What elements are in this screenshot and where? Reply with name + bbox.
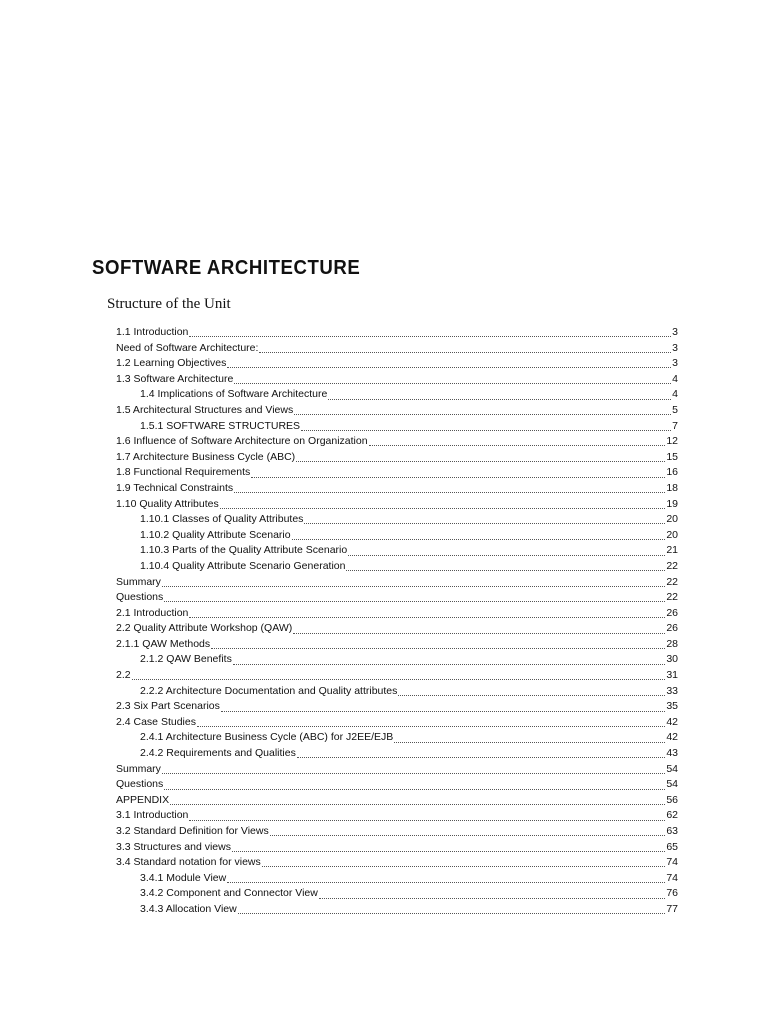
toc-entry-page-number: 19 <box>666 497 678 510</box>
toc-entry[interactable] <box>116 529 678 545</box>
toc-entry[interactable] <box>116 903 678 919</box>
toc-entry-page-number: 74 <box>666 871 678 884</box>
toc-entry-title: 2.1.1 QAW Methods <box>116 637 211 650</box>
toc-entry-page-number: 18 <box>666 481 678 494</box>
toc-entry-title: 3.4.1 Module View <box>140 871 227 884</box>
toc-entry-page-number: 4 <box>672 372 678 385</box>
toc-leader-dots <box>304 523 665 524</box>
toc-leader-dots <box>227 882 665 883</box>
toc-leader-dots <box>233 664 665 665</box>
toc-entry-page-number: 42 <box>666 715 678 728</box>
toc-leader-dots <box>189 617 665 618</box>
toc-entry-title: 1.10.4 Quality Attribute Scenario Generation <box>140 559 346 572</box>
toc-entry-page-number: 16 <box>666 466 678 479</box>
toc-entry-title: Questions <box>116 591 164 604</box>
toc-leader-dots <box>189 336 671 337</box>
toc-leader-dots <box>232 851 665 852</box>
toc-entry-page-number: 54 <box>666 762 678 775</box>
toc-leader-dots <box>348 555 665 556</box>
toc-leader-dots <box>319 898 665 899</box>
toc-entry-title: 2.2 Quality Attribute Workshop (QAW) <box>116 622 293 635</box>
toc-entry[interactable] <box>116 435 678 451</box>
toc-entry[interactable] <box>116 560 678 576</box>
toc-entry[interactable] <box>116 685 678 701</box>
toc-entry[interactable] <box>116 451 678 467</box>
toc-entry[interactable] <box>116 669 678 685</box>
toc-entry-title: 1.10 Quality Attributes <box>116 497 219 510</box>
toc-leader-dots <box>211 648 665 649</box>
toc-entry-title: 1.2 Learning Objectives <box>116 357 227 370</box>
toc-entry-title: 1.7 Architecture Business Cycle (ABC) <box>116 450 296 463</box>
toc-entry-page-number: 5 <box>672 403 678 416</box>
toc-entry-page-number: 22 <box>666 575 678 588</box>
toc-leader-dots <box>262 866 666 867</box>
toc-entry[interactable] <box>116 326 678 342</box>
toc-entry-title: 3.2 Standard Definition for Views <box>116 825 269 837</box>
toc-entry-page-number: 3 <box>672 357 678 370</box>
toc-entry-page-number: 43 <box>666 747 678 760</box>
toc-leader-dots <box>296 461 665 462</box>
toc-entry-page-number: 35 <box>666 700 678 713</box>
toc-entry[interactable] <box>116 841 678 857</box>
toc-entry-title: 1.10.1 Classes of Quality Attributes <box>140 513 304 526</box>
document-subtitle: Structure of the Unit <box>107 296 231 312</box>
document-title: SOFTWARE ARCHITECTURE <box>92 257 361 279</box>
toc-entry-page-number: 31 <box>666 669 678 682</box>
toc-entry-page-number: 20 <box>666 513 678 526</box>
toc-entry-title: Summary <box>116 762 161 775</box>
toc-entry-title: 1.3 Software Architecture <box>116 372 234 385</box>
toc-entry-page-number: 3 <box>672 341 678 354</box>
toc-entry-title: 1.10.3 Parts of the Quality Attribute Scenario <box>140 544 348 557</box>
toc-entry[interactable] <box>116 763 678 779</box>
toc-entry-page-number: 22 <box>666 559 678 572</box>
toc-leader-dots <box>164 601 665 602</box>
toc-entry[interactable] <box>116 466 678 482</box>
toc-entry[interactable] <box>116 404 678 420</box>
toc-entry-title: 3.1 Introduction <box>116 809 189 822</box>
toc-entry-page-number: 21 <box>666 544 678 557</box>
toc-leader-dots <box>270 835 666 836</box>
toc-entry-title: 1.9 Technical Constraints <box>116 481 234 494</box>
toc-entry[interactable] <box>116 544 678 560</box>
toc-leader-dots <box>164 789 665 790</box>
toc-leader-dots <box>297 757 665 758</box>
toc-entry-page-number: 76 <box>666 887 678 900</box>
toc-leader-dots <box>292 539 666 540</box>
toc-entry-page-number: 77 <box>666 902 678 915</box>
toc-entry[interactable] <box>116 498 678 514</box>
toc-entry-page-number: 22 <box>666 591 678 604</box>
toc-leader-dots <box>369 445 666 446</box>
toc-entry-title: Questions <box>116 778 164 791</box>
toc-entry-page-number: 15 <box>666 450 678 463</box>
toc-leader-dots <box>251 477 665 478</box>
toc-leader-dots <box>234 383 671 384</box>
toc-entry-page-number: 12 <box>666 435 678 448</box>
toc-entry-title: 1.5.1 SOFTWARE STRUCTURES <box>140 419 301 432</box>
toc-entry-title: Summary <box>116 575 161 588</box>
toc-leader-dots <box>238 913 666 914</box>
toc-entry-page-number: 3 <box>672 326 678 338</box>
toc-leader-dots <box>132 679 666 680</box>
toc-entry[interactable] <box>116 638 678 654</box>
toc-leader-dots <box>259 352 671 353</box>
toc-entry-page-number: 33 <box>666 684 678 697</box>
toc-leader-dots <box>189 820 665 821</box>
toc-entry[interactable] <box>116 825 678 841</box>
toc-entry-title: Need of Software Architecture: <box>116 341 259 354</box>
toc-leader-dots <box>293 633 665 634</box>
toc-entry[interactable] <box>116 591 678 607</box>
toc-entry[interactable] <box>116 794 678 810</box>
toc-entry-page-number: 63 <box>666 825 678 837</box>
toc-entry-title: 3.3 Structures and views <box>116 840 231 853</box>
toc-leader-dots <box>227 367 671 368</box>
toc-leader-dots <box>301 430 671 431</box>
toc-entry[interactable] <box>116 342 678 358</box>
toc-entry[interactable] <box>116 731 678 747</box>
toc-entry-page-number: 4 <box>672 388 678 401</box>
toc-leader-dots <box>234 492 665 493</box>
toc-entry-title: 2.3 Six Part Scenarios <box>116 700 220 713</box>
toc-entry-title: 2.4.2 Requirements and Qualities <box>140 747 296 760</box>
toc-leader-dots <box>220 508 666 509</box>
toc-leader-dots <box>162 773 665 774</box>
toc-entry[interactable] <box>116 607 678 623</box>
toc-entry[interactable] <box>116 357 678 373</box>
toc-entry[interactable] <box>116 747 678 763</box>
toc-entry-title: 2.4 Case Studies <box>116 715 196 728</box>
toc-leader-dots <box>328 399 671 400</box>
toc-entry[interactable] <box>116 388 678 404</box>
toc-entry-title: 1.10.2 Quality Attribute Scenario <box>140 528 291 541</box>
toc-entry-title: 1.8 Functional Requirements <box>116 466 251 479</box>
toc-entry-page-number: 54 <box>666 778 678 791</box>
table-of-contents <box>116 326 678 919</box>
toc-entry-title: 3.4.3 Allocation View <box>140 902 237 915</box>
toc-entry-title: 3.4 Standard notation for views <box>116 856 261 869</box>
toc-entry-page-number: 26 <box>666 622 678 635</box>
toc-entry[interactable] <box>116 872 678 888</box>
toc-leader-dots <box>197 726 665 727</box>
toc-leader-dots <box>162 586 665 587</box>
toc-entry[interactable] <box>116 420 678 436</box>
toc-leader-dots <box>394 742 665 743</box>
toc-entry-title: 2.1 Introduction <box>116 606 189 619</box>
toc-entry[interactable] <box>116 887 678 903</box>
toc-entry-title: 2.2 <box>116 669 131 682</box>
toc-leader-dots <box>294 414 671 415</box>
toc-entry-page-number: 7 <box>672 419 678 432</box>
toc-entry-page-number: 26 <box>666 606 678 619</box>
toc-entry-page-number: 65 <box>666 840 678 853</box>
toc-entry[interactable] <box>116 576 678 592</box>
toc-leader-dots <box>221 711 665 712</box>
toc-entry[interactable] <box>116 809 678 825</box>
toc-entry[interactable] <box>116 778 678 794</box>
toc-entry[interactable] <box>116 716 678 732</box>
toc-entry-page-number: 30 <box>666 653 678 666</box>
toc-entry[interactable] <box>116 653 678 669</box>
toc-leader-dots <box>170 804 665 805</box>
toc-leader-dots <box>346 570 665 571</box>
toc-entry-title: 1.6 Influence of Software Architecture on Organization <box>116 435 368 448</box>
toc-entry-title: 2.1.2 QAW Benefits <box>140 653 232 666</box>
toc-entry-title: 2.2.2 Architecture Documentation and Quality attributes <box>140 684 398 697</box>
toc-entry-page-number: 42 <box>666 731 678 744</box>
toc-entry-page-number: 56 <box>666 793 678 806</box>
toc-entry-page-number: 20 <box>666 528 678 541</box>
toc-entry-title: 3.4.2 Component and Connector View <box>140 887 318 900</box>
toc-leader-dots <box>398 695 665 696</box>
toc-entry[interactable] <box>116 700 678 716</box>
toc-entry-title: 2.4.1 Architecture Business Cycle (ABC) for J2EE/EJB <box>140 731 394 744</box>
toc-entry[interactable] <box>116 373 678 389</box>
toc-entry-page-number: 74 <box>666 856 678 869</box>
toc-entry[interactable] <box>116 482 678 498</box>
toc-entry[interactable] <box>116 622 678 638</box>
toc-entry-page-number: 62 <box>666 809 678 822</box>
toc-entry-title: APPENDIX <box>116 793 170 806</box>
toc-entry-title: 1.1 Introduction <box>116 326 189 338</box>
toc-entry-title: 1.5 Architectural Structures and Views <box>116 403 294 416</box>
toc-entry-page-number: 28 <box>666 637 678 650</box>
toc-entry[interactable] <box>116 856 678 872</box>
toc-entry-title: 1.4 Implications of Software Architecture <box>140 388 328 401</box>
toc-entry[interactable] <box>116 513 678 529</box>
